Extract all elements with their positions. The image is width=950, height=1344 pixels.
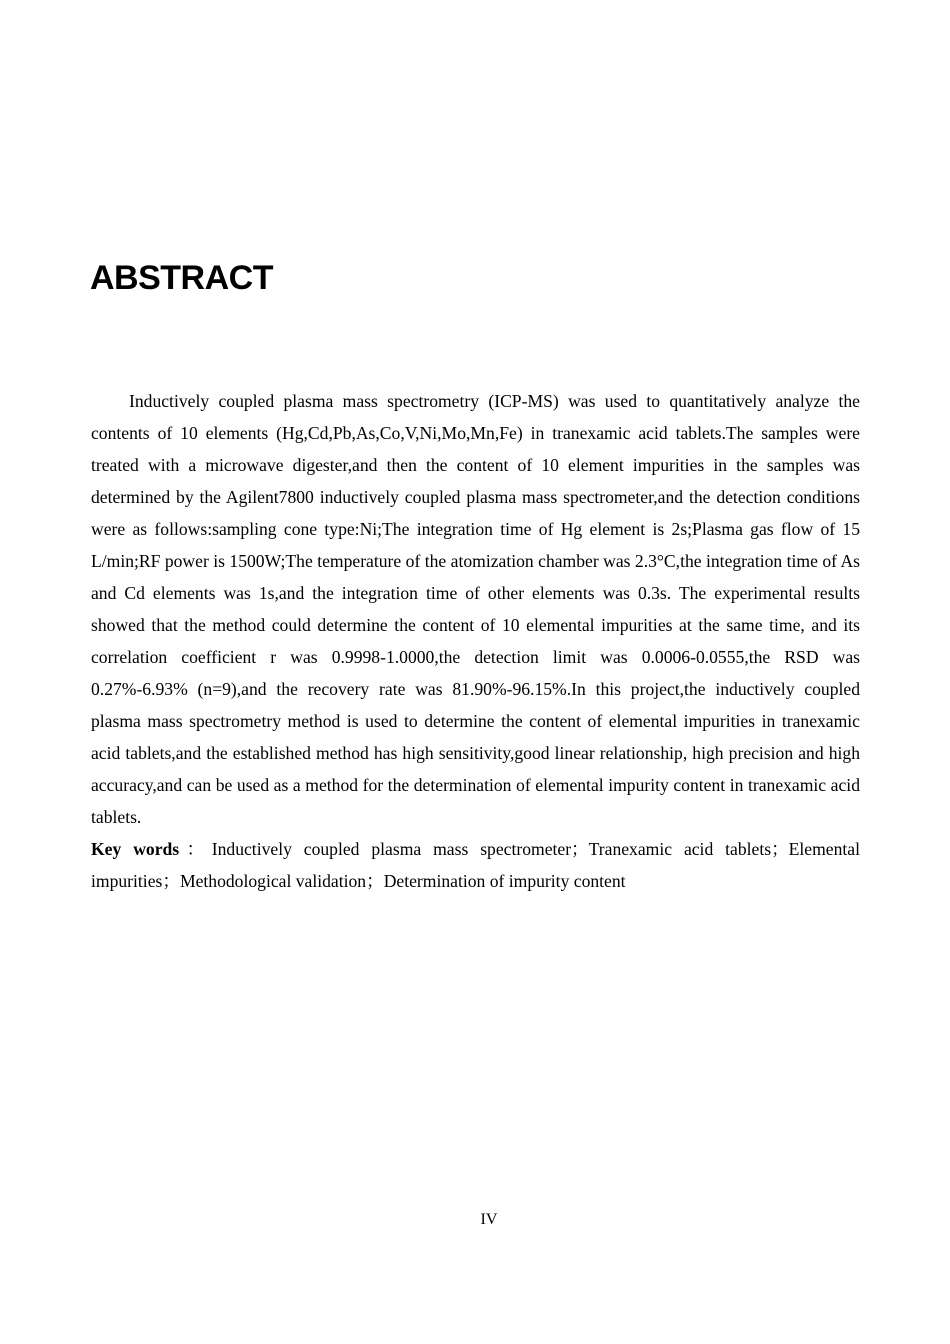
keywords-separator: ： — [179, 839, 212, 859]
abstract-body — [91, 385, 860, 897]
abstract-heading: ABSTRACT — [90, 259, 273, 297]
keywords-list: Inductively coupled plasma mass spectrometer；Tranexamic acid tablets；Elemental impurities；Methodological validation；Determination of impurity content — [91, 839, 860, 891]
keywords-line — [91, 833, 860, 897]
keywords-label: Key words — [91, 839, 180, 859]
abstract-paragraph: Inductively coupled plasma mass spectrometry (ICP-MS) was used to quantitatively analyze the contents of 10 elements (Hg,Cd,Pb,As,Co,V,Ni,Mo,Mn,Fe) in tranexamic acid tablets.The samples were treated with a microwave digester,and then the content of 10 element impurities in the samples was determined by the Agilent7800 inductively coupled plasma mass spectrometer,and the detection conditions were as follows:sampling cone type:Ni;The integration time of Hg element is 2s;Plasma gas flow of 15 L/min;RF power is 1500W;The temperature of the atomization chamber was 2.3°C,the integration time of As and Cd elements was 1s,and the integration time of other elements was 0.3s. The experimental results showed that the method could determine the content of 10 elemental impurities at the same time, and its correlation coefficient r was 0.9998-1.0000,the detection limit was 0.0006-0.0555,the RSD was 0.27%-6.93% (n=9),and the recovery rate was 81.90%-96.15%.In this project,the inductively coupled plasma mass spectrometry method is used to determine the content of elemental impurities in tranexamic acid tablets,and the established method has high sensitivity,good linear relationship, high precision and high accuracy,and can be used as a method for the determination of elemental impurity content in tranexamic acid tablets. — [91, 391, 860, 827]
page-number: IV — [480, 1211, 498, 1228]
